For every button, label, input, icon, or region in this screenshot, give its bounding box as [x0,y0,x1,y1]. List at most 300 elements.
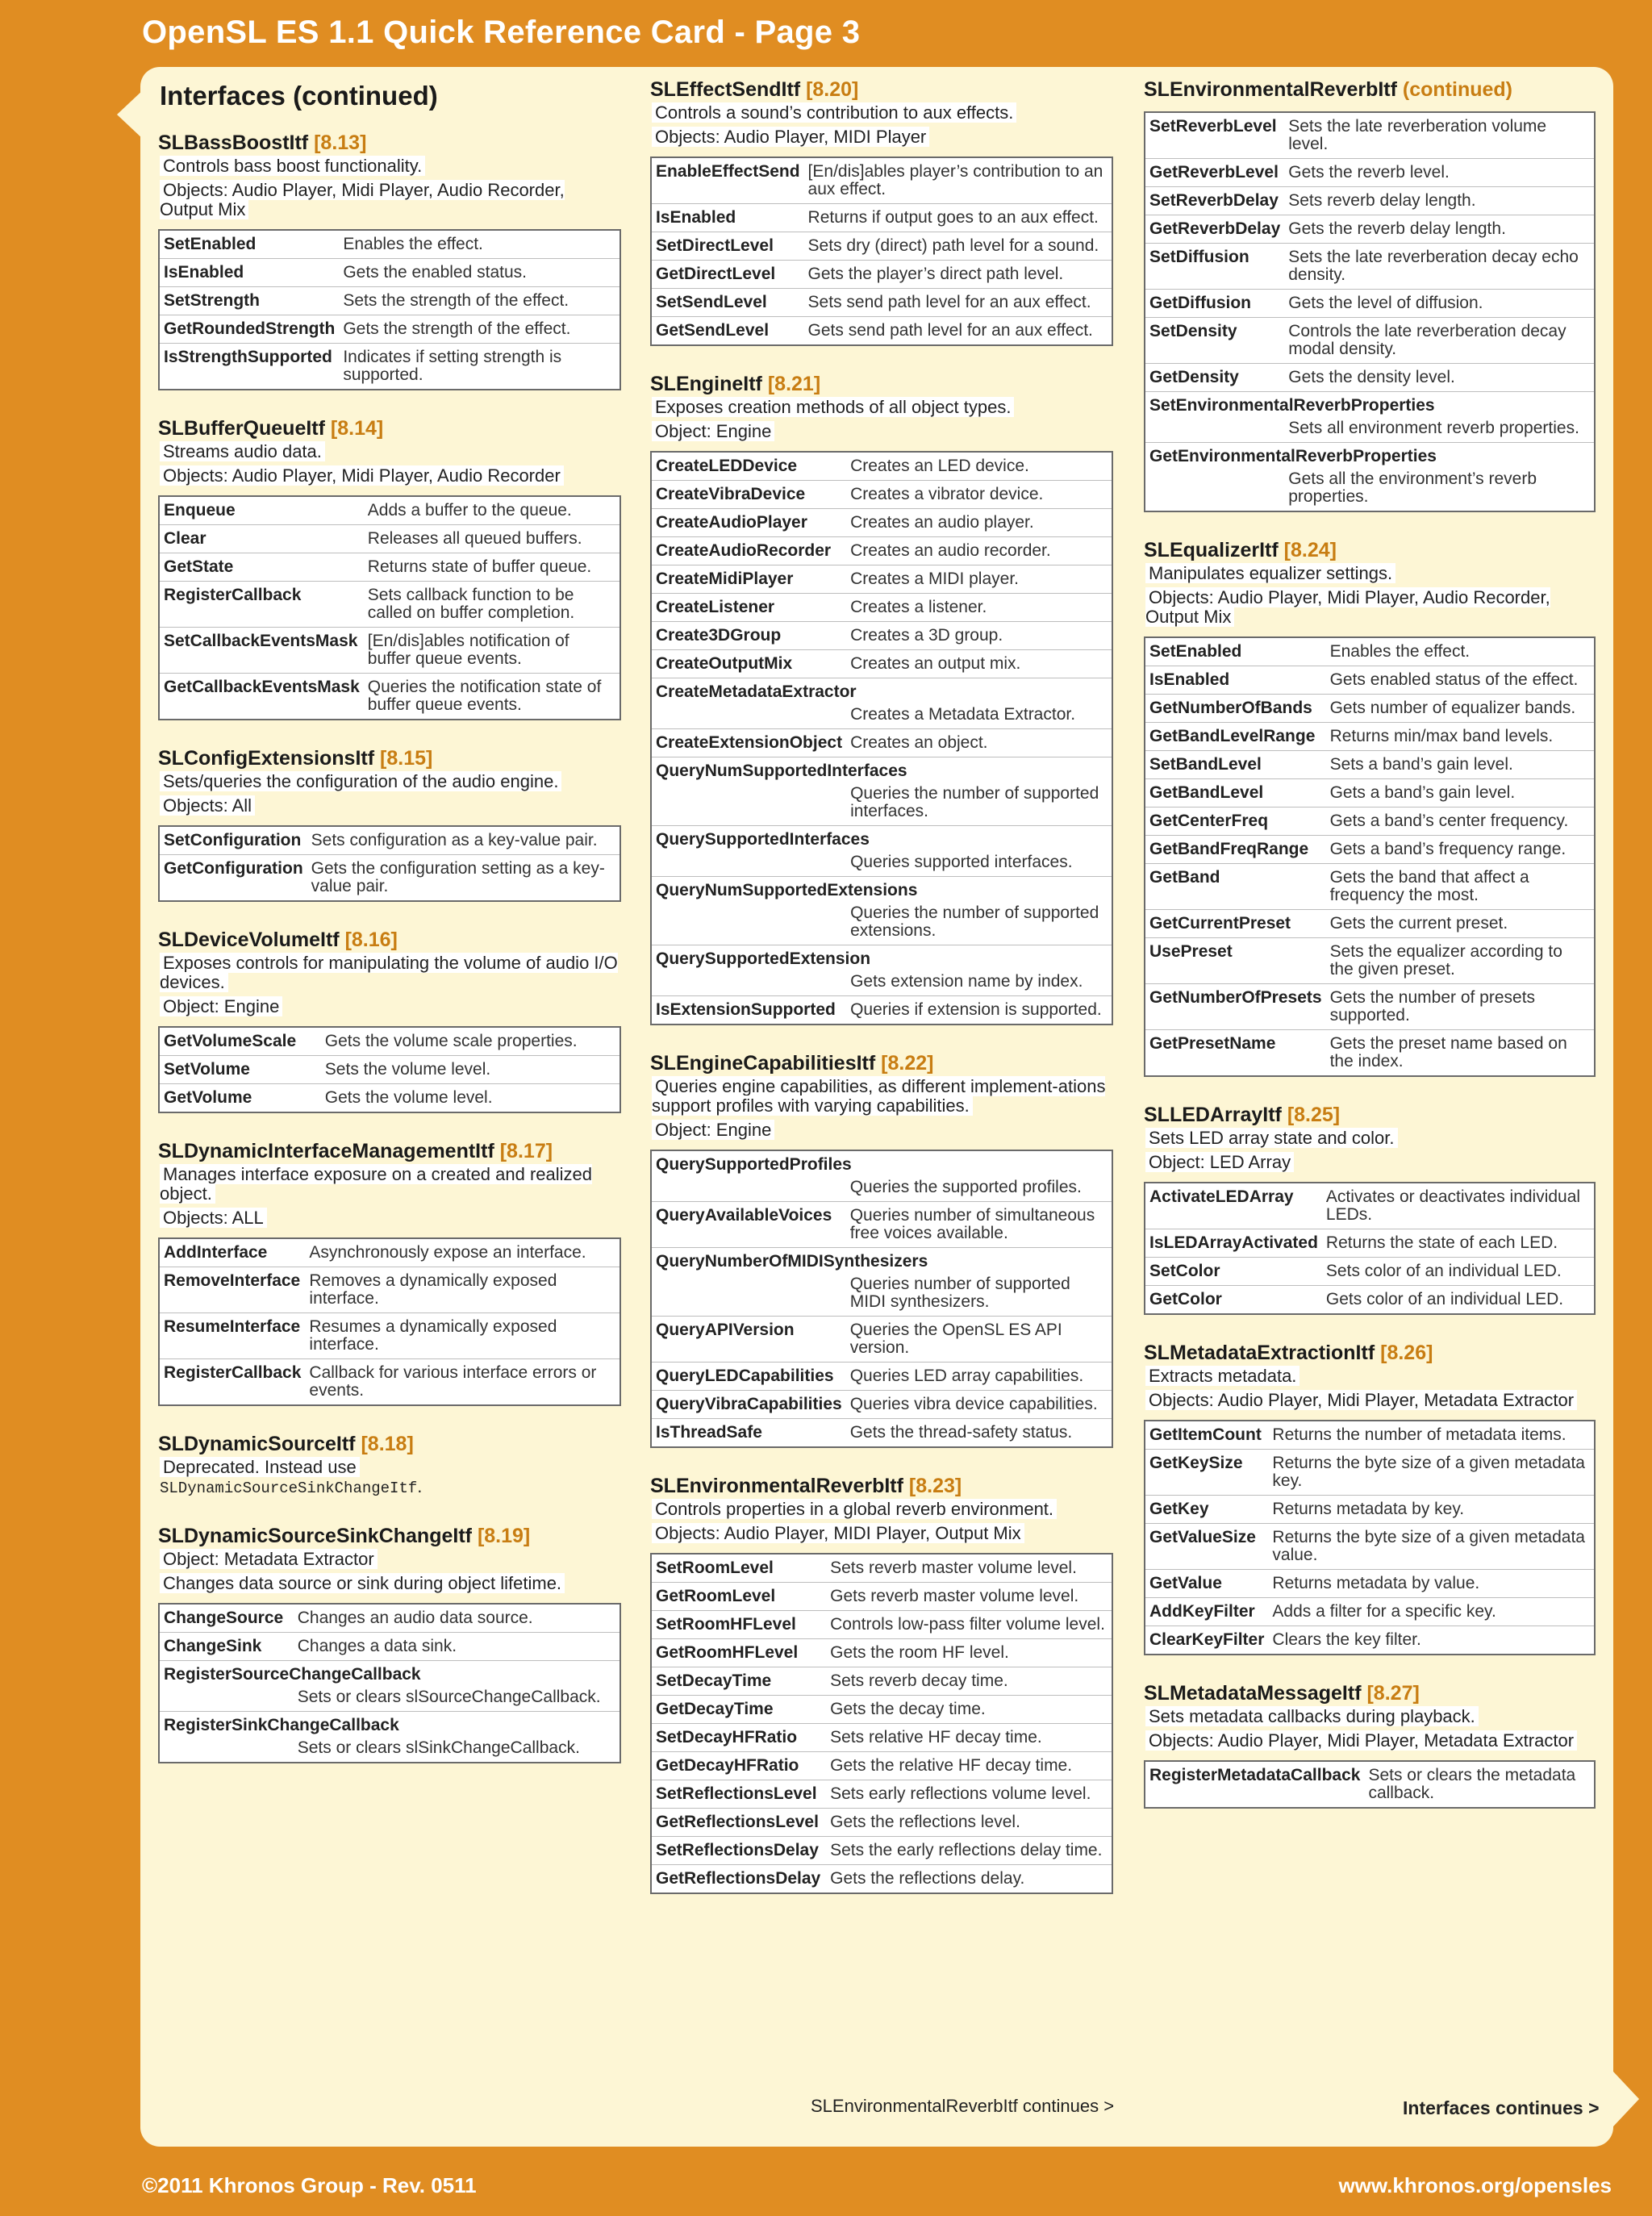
interface-title [1144,1681,1596,1705]
table-row [651,678,1112,703]
interface-title [1144,77,1596,102]
interface-objects-text: Objects: Audio Player, MIDI Player, Output Mix [652,1523,1024,1543]
table-row [1145,666,1595,695]
function-description: [En/dis]ables notification of buffer queue events. [364,628,620,674]
function-name: GetDecayTime [651,1696,826,1724]
interface-objects-text: Objects: Audio Player, Midi Player, Metadata Extractor [1145,1390,1577,1410]
function-description: Callback for various interface errors or events. [305,1359,620,1406]
interface-ref: [8.23] [908,1475,962,1497]
function-description: Sets configuration as a key-value pair. [307,826,620,855]
function-name: GetVolumeScale [159,1027,321,1056]
function-name: ChangeSink [159,1633,294,1661]
interface-objects [652,127,1113,147]
interface-title [158,928,621,952]
table-row [651,1865,1112,1894]
function-name: SetConfiguration [159,826,307,855]
function-name: GetCenterFreq [1145,808,1326,836]
interface-objects [652,1121,1113,1140]
interface-objects-text: Objects: Audio Player, Midi Player, Audio Recorder, Output Mix [1145,587,1550,627]
spacer-cell [159,1736,294,1763]
function-table [650,1150,1113,1448]
function-name: GetDiffusion [1145,290,1284,318]
table-row [1145,1626,1595,1655]
table-row [651,1272,1112,1317]
function-name: SetDecayHFRatio [651,1724,826,1752]
table-row [159,1056,620,1084]
interface-ref: [8.17] [499,1140,553,1162]
table-row [1145,318,1595,364]
table-row [159,674,620,720]
function-name: ClearKeyFilter [1145,1626,1268,1655]
function-name: ChangeSource [159,1604,294,1633]
function-description: Sets relative HF decay time. [826,1724,1112,1752]
function-description: Changes an audio data source. [294,1604,620,1633]
table-row [651,826,1112,851]
function-description: Sets a band’s gain level. [1326,751,1595,779]
table-row [1145,1524,1595,1570]
function-name: QuerySupportedExtension [656,949,871,968]
function-description: Adds a filter for a specific key. [1268,1598,1595,1626]
table-row [1145,637,1595,666]
table-row [651,157,1112,204]
function-name: CreateOutputMix [651,650,846,678]
table-row [159,259,620,287]
interface-section [158,928,621,1113]
interface-description [160,1550,621,1569]
function-name: SetEnabled [1145,637,1326,666]
table-row [159,230,620,259]
interface-description-text: Sets LED array state and color. [1145,1128,1398,1148]
function-description: Creates a vibrator device. [846,481,1112,509]
table-row [651,537,1112,565]
function-name: GetReverbDelay [1145,215,1284,244]
table-row [1145,808,1595,836]
function-description: Returns if output goes to an aux effect. [804,204,1112,232]
table-row [159,1027,620,1056]
table-row [651,1752,1112,1780]
table-row [651,1363,1112,1391]
table-row [651,1583,1112,1611]
interface-description [160,156,621,176]
function-name: GetNumberOfPresets [1145,984,1326,1030]
function-description: Queries number of supported MIDI synthesizers. [846,1272,1112,1317]
function-description: Creates a Metadata Extractor. [846,703,1112,729]
table-row [651,1419,1112,1448]
function-description: Controls the late reverberation decay modal density. [1284,318,1595,364]
interface-section [650,372,1113,1025]
table-row [1145,244,1595,290]
function-name: AddKeyFilter [1145,1598,1268,1626]
function-name: IsEnabled [1145,666,1326,695]
table-row [651,1202,1112,1248]
interface-section [1144,77,1596,512]
interface-name: SLLEDArrayItf [1144,1104,1282,1126]
function-name: GetColor [1145,1286,1322,1315]
function-description: Gets the volume scale properties. [321,1027,620,1056]
interface-section [1144,538,1596,1077]
function-name: SetReverbDelay [1145,187,1284,215]
interface-objects [160,181,621,219]
table-row [1145,112,1595,159]
interface-name: SLDynamicSourceItf [158,1433,356,1455]
function-name: CreateMetadataExtractor [656,682,857,701]
table-row [1145,215,1595,244]
table-row [651,996,1112,1025]
interface-section [650,1051,1113,1448]
function-description: Queries number of simultaneous free voices available. [846,1202,1112,1248]
function-description: Asynchronously expose an interface. [305,1238,620,1267]
function-name: EnableEffectSend [651,157,804,204]
interface-description-text: Sets metadata callbacks during playback. [1145,1706,1479,1726]
interface-title [1144,1341,1596,1365]
spacer-cell [1145,467,1284,511]
function-description: Sets callback function to be called on buffer completion. [364,582,620,628]
interface-title [158,1432,621,1456]
function-description: Sets the equalizer according to the given preset. [1326,938,1595,984]
function-description: Sets early reflections volume level. [826,1780,1112,1809]
interface-objects [652,422,1113,441]
function-name: GetValueSize [1145,1524,1268,1570]
function-description: Queries supported interfaces. [846,850,1112,877]
function-description: Gets send path level for an aux effect. [804,317,1112,346]
table-row [159,496,620,525]
function-description: Returns the byte size of a given metadata key. [1268,1450,1595,1496]
function-description: Returns state of buffer queue. [364,553,620,582]
table-row [159,1661,620,1686]
function-name: QueryVibraCapabilities [651,1391,846,1419]
table-row [651,509,1112,537]
function-description: Gets a band’s gain level. [1326,779,1595,808]
function-name: GetValue [1145,1570,1268,1598]
function-name: QueryNumSupportedExtensions [656,881,918,899]
interface-section [158,131,621,390]
interface-ref: [8.20] [806,78,859,101]
interface-ref: [8.24] [1283,539,1337,561]
interface-section [1144,1103,1596,1315]
function-name: GetBandLevel [1145,779,1326,808]
continues-note: SLEnvironmentalReverbItf continues > [811,2096,1115,2116]
function-description: Sets or clears slSourceChangeCallback. [294,1685,620,1712]
interface-description-text: Queries engine capabilities, as different implement-ations support profiles with varying capabilities. [652,1076,1106,1116]
function-description: Queries vibra device capabilities. [846,1391,1112,1419]
function-table [650,1553,1113,1894]
function-description: Gets the configuration setting as a key-value pair. [307,855,620,902]
interface-objects [1145,1153,1596,1172]
interface-ref: [8.19] [477,1525,531,1547]
function-description: Sets all environment reverb properties. [1284,416,1595,443]
table-row [1145,723,1595,751]
table-row [1145,443,1595,468]
table-row [159,582,620,628]
function-name: SetReverbLevel [1145,112,1284,159]
interface-section [1144,1341,1596,1655]
function-description: Sets the volume level. [321,1056,620,1084]
table-row [651,1639,1112,1667]
function-name: QueryNumberOfMIDISynthesizers [656,1252,928,1271]
function-table [158,229,621,390]
interface-objects-text: Objects: Audio Player, Midi Player, Metadata Extractor [1145,1730,1577,1751]
function-description: Creates an LED device. [846,452,1112,481]
interface-title [650,1474,1113,1498]
interface-title [1144,1103,1596,1127]
table-row [651,703,1112,729]
interface-objects [160,997,621,1016]
function-name: GetVolume [159,1084,321,1113]
function-description: Gets the player’s direct path level. [804,261,1112,289]
function-name: AddInterface [159,1238,305,1267]
function-description: Gets the relative HF decay time. [826,1752,1112,1780]
function-name: GetReflectionsLevel [651,1809,826,1837]
function-description: Sets send path level for an aux effect. [804,289,1112,317]
spacer-cell [651,1175,846,1202]
table-row [1145,1496,1595,1524]
interface-section [158,416,621,720]
function-name: RegisterMetadataCallback [1145,1761,1364,1808]
function-description: Gets the density level. [1284,364,1595,392]
function-name: GetRoomLevel [651,1583,826,1611]
function-description: Gets the preset name based on the index. [1326,1030,1595,1077]
page-title: OpenSL ES 1.1 Quick Reference Card - Page 3 [142,15,861,50]
table-row [651,204,1112,232]
table-row [159,628,620,674]
table-row [159,1712,620,1737]
table-row [651,1175,1112,1202]
interface-description-text: Sets/queries the configuration of the audio engine. [160,771,561,791]
interface-section [158,1139,621,1406]
interface-title [158,746,621,770]
function-description: Sets dry (direct) path level for a sound. [804,232,1112,261]
function-description: Gets extension name by index. [846,970,1112,996]
function-description: Gets color of an individual LED. [1322,1286,1595,1315]
interface-title [158,1139,621,1163]
function-name: GetReverbLevel [1145,159,1284,187]
function-name: CreateMidiPlayer [651,565,846,594]
table-row [651,1667,1112,1696]
function-description: Changes a data sink. [294,1633,620,1661]
table-row [159,525,620,553]
table-row [159,315,620,344]
table-row [1145,864,1595,910]
function-name: SetStrength [159,287,339,315]
interface-description-text: Exposes controls for manipulating the volume of audio I/O devices. [160,953,618,992]
interface-name: SLEngineItf [650,373,762,395]
table-row [651,1391,1112,1419]
function-description: Returns metadata by key. [1268,1496,1595,1524]
function-table [158,1026,621,1113]
spacer-cell [651,703,846,729]
table-row [1145,938,1595,984]
table-row [651,594,1112,622]
table-row [159,344,620,390]
function-name: RegisterSinkChangeCallback [164,1716,399,1734]
function-name: CreateAudioPlayer [651,509,846,537]
table-row [159,1313,620,1359]
interface-ref: [8.18] [361,1433,414,1455]
footer-url[interactable]: www.khronos.org/opensles [1338,2173,1612,2197]
function-description: Returns metadata by value. [1268,1570,1595,1598]
table-row [1145,416,1595,443]
function-table [158,825,621,902]
interface-ref: (continued) [1402,78,1512,101]
function-name: SetVolume [159,1056,321,1084]
function-name: GetKeySize [1145,1450,1268,1496]
table-row [159,1084,620,1113]
function-name: QuerySupportedProfiles [656,1155,852,1174]
table-row [1145,910,1595,938]
table-row [159,826,620,855]
function-name: Create3DGroup [651,622,846,650]
interface-title [158,1524,621,1548]
interface-objects [1145,1391,1596,1410]
interface-description [160,954,621,992]
function-name: IsThreadSafe [651,1419,846,1448]
spacer-cell [651,1272,846,1317]
function-description: Gets the room HF level. [826,1639,1112,1667]
table-row [1145,1229,1595,1258]
table-row [1145,836,1595,864]
function-name: CreateListener [651,594,846,622]
function-name: GetBandLevelRange [1145,723,1326,751]
interface-description-text: Manipulates equalizer settings. [1145,563,1395,583]
function-description: Sets reverb decay time. [826,1667,1112,1696]
table-row [159,1685,620,1712]
table-row [1145,1030,1595,1077]
function-name: SetDiffusion [1145,244,1284,290]
interface-ref: [8.16] [344,929,398,951]
function-description: Sets the late reverberation decay echo density. [1284,244,1595,290]
table-row [1145,159,1595,187]
function-name: IsLEDArrayActivated [1145,1229,1322,1258]
table-row [651,1150,1112,1175]
interface-objects [1145,588,1596,627]
interface-code-ref: SLDynamicSourceSinkChangeItf [160,1479,418,1497]
function-description: Removes a dynamically exposed interface. [305,1267,620,1313]
table-row [1145,1183,1595,1229]
interface-name: SLEngineCapabilitiesItf [650,1052,876,1075]
function-name: SetDensity [1145,318,1284,364]
interface-title [158,416,621,440]
table-row [651,1248,1112,1273]
interface-objects-text: Objects: Audio Player, MIDI Player [652,127,929,147]
function-description: Gets the enabled status. [339,259,620,287]
interface-description-text: Object: Metadata Extractor [160,1549,378,1569]
function-name: CreateVibraDevice [651,481,846,509]
function-description: Adds a buffer to the queue. [364,496,620,525]
function-name: Clear [159,525,364,553]
function-name: ResumeInterface [159,1313,305,1359]
function-name: GetCurrentPreset [1145,910,1326,938]
function-description: Gets number of equalizer bands. [1326,695,1595,723]
function-description: Sets reverb delay length. [1284,187,1595,215]
table-row [651,1554,1112,1583]
function-name: GetEnvironmentalReverbProperties [1149,447,1437,465]
interface-description [160,1458,621,1498]
interface-name: SLEnvironmentalReverbItf [650,1475,903,1497]
table-row [1145,1761,1595,1808]
table-row [651,1696,1112,1724]
interface-name: SLEqualizerItf [1144,539,1279,561]
function-name: GetBand [1145,864,1326,910]
spacer-cell [651,901,846,945]
table-row [159,1736,620,1763]
interface-objects-text: Object: Engine [160,996,282,1016]
interface-objects-text: Objects: All [160,795,255,816]
function-table [650,156,1113,346]
table-row [1145,779,1595,808]
table-row [159,1267,620,1313]
interface-title [650,372,1113,396]
function-description: Queries the number of supported extensions. [846,901,1112,945]
table-row [1145,984,1595,1030]
interface-name: SLDeviceVolumeItf [158,929,340,951]
function-description: Creates an audio player. [846,509,1112,537]
interface-ref: [8.27] [1366,1682,1420,1705]
function-name: GetPresetName [1145,1030,1326,1077]
table-row [1145,290,1595,318]
function-name: RegisterCallback [159,582,364,628]
function-description: Controls low-pass filter volume level. [826,1611,1112,1639]
spacer-cell [651,782,846,826]
interface-description-text: Manages interface exposure on a created and realized object. [160,1164,593,1204]
function-name: SetSendLevel [651,289,804,317]
interface-description [1145,1707,1596,1726]
spacer-cell [651,970,846,996]
interface-objects [160,1208,621,1228]
function-description: Sets or clears the metadata callback. [1364,1761,1595,1808]
function-name: QueryAvailableVoices [651,1202,846,1248]
function-name: GetNumberOfBands [1145,695,1326,723]
function-name: SetDecayTime [651,1667,826,1696]
table-row [651,1317,1112,1363]
table-row [159,1633,620,1661]
interface-objects-text: Changes data source or sink during object lifetime. [160,1573,565,1593]
interfaces-continues-link[interactable]: Interfaces continues > [1403,2097,1600,2118]
table-row [651,232,1112,261]
interface-description-text: Controls a sound’s contribution to aux effects. [652,102,1016,123]
function-description: Queries if extension is supported. [846,996,1112,1025]
function-description: Gets the number of presets supported. [1326,984,1595,1030]
interface-objects [160,1574,621,1593]
function-description: Gets the band that affect a frequency the most. [1326,864,1595,910]
table-row [651,1780,1112,1809]
function-table [1144,111,1596,512]
interface-objects [160,466,621,486]
table-row [1145,392,1595,417]
interface-name: SLBassBoostItf [158,131,309,154]
interface-name: SLDynamicInterfaceManagementItf [158,1140,494,1162]
function-table [158,495,621,720]
function-name: IsEnabled [159,259,339,287]
function-name: IsEnabled [651,204,804,232]
function-description: Enables the effect. [1326,637,1595,666]
function-description: Gets the strength of the effect. [339,315,620,344]
function-name: QueryLEDCapabilities [651,1363,846,1391]
function-name: GetDirectLevel [651,261,804,289]
function-name: SetReflectionsLevel [651,1780,826,1809]
table-row [1145,467,1595,511]
function-table [158,1237,621,1406]
table-row [651,317,1112,346]
table-row [159,1604,620,1633]
interface-section [158,1524,621,1763]
table-row [159,1238,620,1267]
function-table [158,1603,621,1763]
interface-section [650,77,1113,346]
table-row [159,553,620,582]
function-description: Returns the number of metadata items. [1268,1421,1595,1450]
function-description: Indicates if setting strength is supported. [339,344,620,390]
function-name: SetEnvironmentalReverbProperties [1149,396,1435,415]
